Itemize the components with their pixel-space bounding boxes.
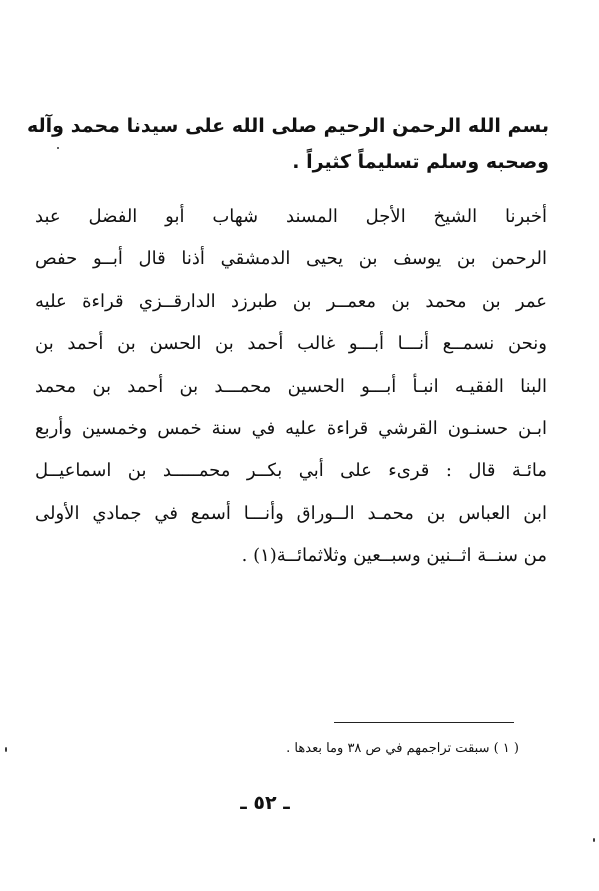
scan-speck xyxy=(57,147,59,149)
scan-speck xyxy=(5,747,7,752)
paragraph-line: مائـة قال : قرىء على أبي بكــر محمـــــد بن اسماعيــل xyxy=(35,460,547,482)
footnote: ( ١ ) سبقت تراجمهم في ص ٣٨ وما بعدها . xyxy=(286,741,519,756)
paragraph-line: أخبرنا الشيخ الأجل المسند شهاب أبو الفضل عبد xyxy=(35,206,547,227)
paragraph-line: عمر بن محمد بن معمــر بن طبرزد الدارقــزي قراءة عليه xyxy=(35,290,547,312)
paragraph-line: البنا الفقيـه انبـأ أبـــو الحسين محمـــد بن أحمد بن محمد xyxy=(35,375,547,397)
paragraph-line: الرحمن بن يوسف بن يحيى الدمشقي أذنا قال أبــو حفص xyxy=(35,248,547,270)
scan-speck xyxy=(593,838,595,842)
page-number: ـ ٥٢ ـ xyxy=(240,792,290,814)
footnote-separator xyxy=(334,722,514,723)
isnad-paragraph xyxy=(35,196,547,578)
basmala-heading: بسم الله الرحمن الرحيم صلى الله على سيدنا محمد وآله وصحبه وسلم تسليماً كثيراً . xyxy=(27,115,549,173)
paragraph-line: من سنــة اثــنين وسبــعين وثلاثمائــة(١) . xyxy=(241,545,547,567)
paragraph-line: ابـن حسنـون القرشي قراءة عليه في سنة خمس وخمسين وأربع xyxy=(35,417,547,439)
paragraph-line: ابن العباس بن محمـد الــوراق وأنـــا أسمع في جمادي الأولى xyxy=(35,502,547,524)
paragraph-line: ونحن نسمــع أنـــا أبـــو غالب أحمد بن الحسن بن أحمد بن xyxy=(35,333,547,355)
